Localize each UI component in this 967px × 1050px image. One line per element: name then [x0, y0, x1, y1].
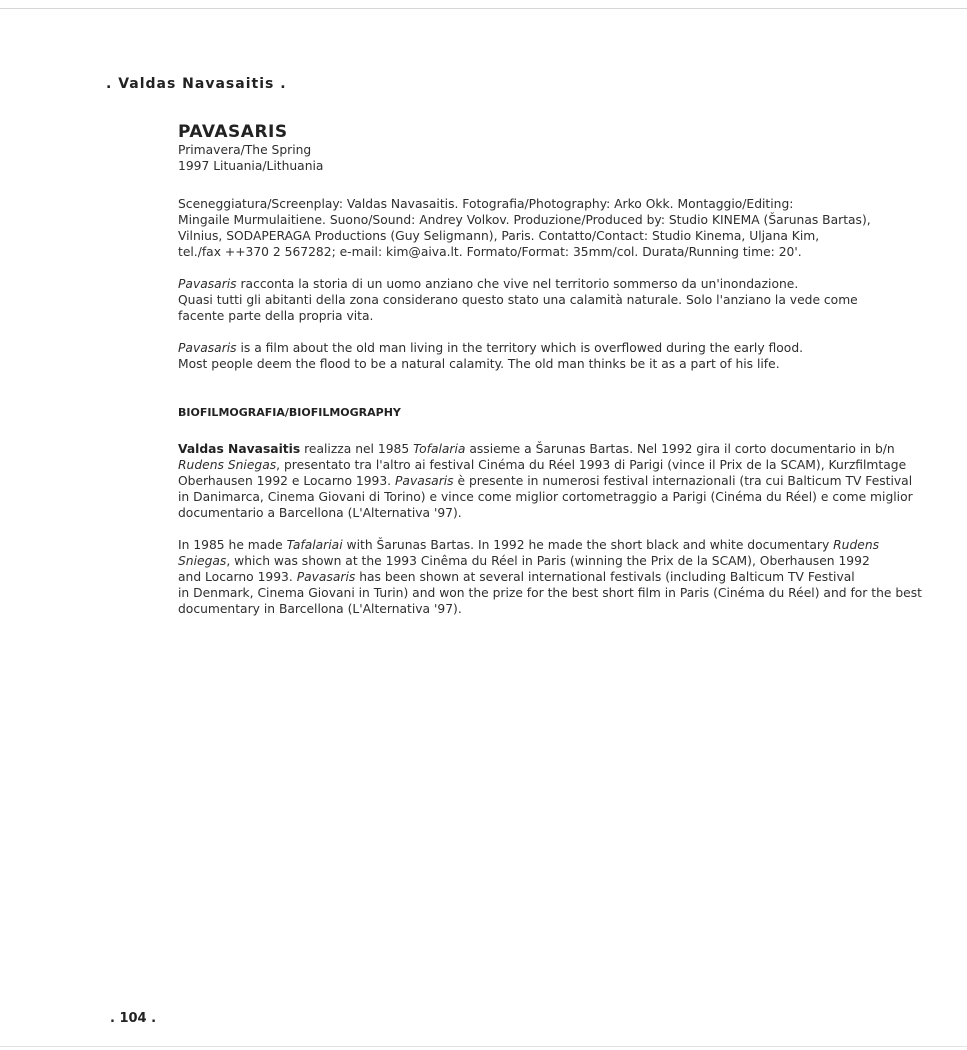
synopsis-text: racconta la storia di un uomo anziano che vive nel territorio sommerso da un'inondazione.: [236, 277, 799, 291]
bio-text: and Locarno 1993.: [178, 570, 297, 584]
bio-line: [178, 441, 893, 457]
film-title: PAVASARIS: [178, 122, 288, 142]
film-title-italic: Sniegas: [178, 554, 227, 568]
bio-text: In 1985 he made: [178, 538, 287, 552]
synopsis-text: is a film about the old man living in the territory which is overflowed during the early flood.: [236, 341, 804, 355]
film-title-italic: Pavasaris: [178, 277, 237, 291]
running-head-director: . Valdas Navasaitis .: [106, 76, 287, 92]
bio-text: realizza nel 1985: [300, 442, 414, 456]
bio-line: [178, 569, 893, 585]
biofilmography-heading: BIOFILMOGRAFIA/BIOFILMOGRAPHY: [178, 406, 401, 419]
page-number: . 104 .: [110, 1011, 157, 1026]
bio-line: [178, 553, 893, 569]
credits-line: Mingaile Murmulaitiene. Suono/Sound: Andrey Volkov. Produzione/Produced by: Studio KINEMA (Šarunas Bartas),: [178, 213, 871, 227]
film-title-italic: Rudens Sniegas: [178, 458, 277, 472]
film-title-italic: Pavasaris: [296, 570, 356, 584]
bio-text: , presentato tra l'altro ai festival Cinéma du Réel 1993 di Parigi (vince il Prix de la SCAM), Kurzfilmtage: [276, 458, 907, 472]
bio-text: , which was shown at the 1993 Cinêma du Réel in Paris (winning the Prix de la SCAM), Oberhausen 1992: [226, 554, 870, 568]
film-title-italic: Tofalaria: [413, 442, 466, 456]
biography-italian: [178, 441, 913, 521]
bio-line: in Danimarca, Cinema Giovani di Torino) e vince come miglior cortometraggio a Parigi (Cinéma du Réel) e come miglior: [178, 490, 913, 504]
synopsis-line: Most people deem the flood to be a natural calamity. The old man thinks be it as a part of his life.: [178, 357, 780, 371]
director-name: Valdas Navasaitis: [178, 442, 301, 456]
bottom-rule: [0, 1046, 967, 1047]
bio-line: [178, 473, 913, 489]
credits-line: Sceneggiatura/Screenplay: Valdas Navasaitis. Fotografia/Photography: Arko Okk. Montaggio/Editing:: [178, 197, 794, 211]
synopsis-line: [178, 340, 893, 356]
synopsis-line: [178, 276, 893, 292]
bio-text: with Šarunas Bartas. In 1992 he made the short black and white documentary: [342, 538, 834, 552]
bio-text: has been shown at several international festivals (including Balticum TV Festival: [355, 570, 855, 584]
film-title-italic: Pavasaris: [395, 474, 454, 488]
film-title-italic: Rudens: [833, 538, 880, 552]
credits-line: Vilnius, SODAPERAGA Productions (Guy Seligmann), Paris. Contatto/Contact: Studio Kinema, Uljana Kim,: [178, 229, 820, 243]
synopsis-line: Quasi tutti gli abitanti della zona considerano questo stato una calamità naturale. Solo l'anziano la vede come: [178, 293, 858, 307]
bio-line: [178, 537, 893, 553]
bio-line: documentario a Barcellona (L'Alternativa '97).: [178, 506, 462, 520]
film-entry: [178, 122, 922, 617]
credits-paragraph: [178, 196, 893, 260]
bio-text: Oberhausen 1992 e Locarno 1993.: [178, 474, 395, 488]
film-title-italic: Tafalariai: [286, 538, 343, 552]
bio-text: è presente in numerosi festival internazionali (tra cui Balticum TV Festival: [453, 474, 913, 488]
bio-text: assieme a Šarunas Bartas. Nel 1992 gira il corto documentario in b/n: [465, 442, 895, 456]
synopsis-english: [178, 340, 893, 372]
bio-line: documentary in Barcellona (L'Alternativa '97).: [178, 602, 462, 616]
film-year-country: 1997 Lituania/Lithuania: [178, 159, 324, 173]
film-title-italic: Pavasaris: [178, 341, 237, 355]
biography-english: [178, 537, 922, 617]
bio-line: [178, 457, 907, 473]
bio-line: in Denmark, Cinema Giovani in Turin) and won the prize for the best short film in Paris (Cinéma du Réel) and for the best: [178, 586, 922, 600]
synopsis-line: facente parte della propria vita.: [178, 309, 374, 323]
synopsis-italian: [178, 276, 893, 324]
credits-line: tel./fax ++370 2 567282; e-mail: kim@aiva.lt. Formato/Format: 35mm/col. Durata/Running time: 20'.: [178, 245, 802, 259]
top-rule: [0, 8, 967, 9]
film-subtitle: Primavera/The Spring: [178, 143, 312, 157]
